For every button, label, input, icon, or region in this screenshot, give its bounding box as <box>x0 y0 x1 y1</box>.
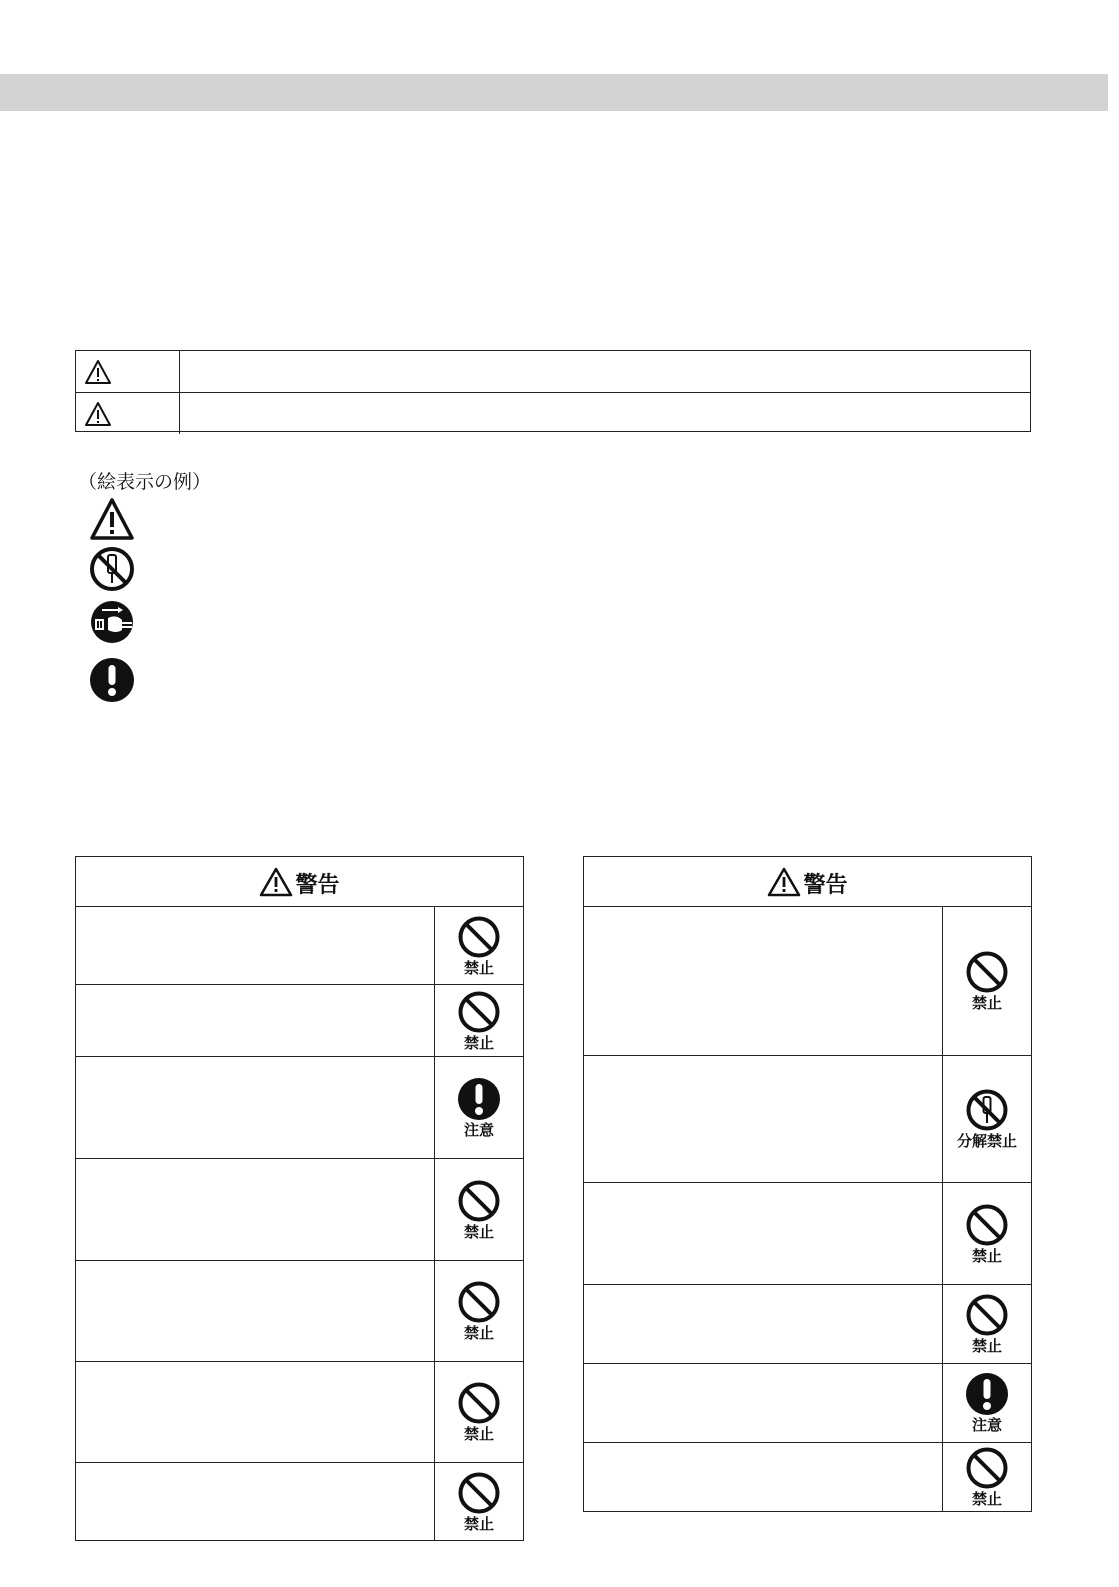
symbol-label: 禁止 <box>971 1246 1002 1265</box>
warning-row-symbol <box>434 1057 523 1158</box>
examples-title: （絵表示の例） <box>78 471 212 493</box>
mandatory-exclamation-icon <box>88 656 136 704</box>
warning-heading: 警告 <box>295 873 340 898</box>
warning-box-header <box>76 857 523 907</box>
warning-row <box>76 985 523 1057</box>
prohibited-icon <box>457 1179 501 1223</box>
symbol-label: 禁止 <box>463 1324 494 1342</box>
warning-row <box>76 1261 523 1362</box>
symbol-label: 禁止 <box>971 1337 1002 1355</box>
warning-row <box>76 1057 523 1159</box>
prohibited-icon <box>965 1203 1009 1247</box>
warning-triangle-icon <box>84 401 112 427</box>
legend-row-caution <box>76 392 1030 434</box>
caution-exclamation-icon <box>965 1372 1009 1416</box>
warning-row <box>584 1056 1031 1183</box>
warning-row <box>584 1183 1031 1285</box>
warning-row-symbol <box>942 907 1031 1055</box>
warning-row-symbol <box>434 1463 523 1540</box>
symbol-label: 禁止 <box>971 994 1002 1012</box>
symbol-label: 禁止 <box>463 958 494 977</box>
warning-row <box>76 1463 523 1540</box>
legend-row-warning <box>76 351 1030 392</box>
warning-row-symbol <box>434 1362 523 1462</box>
warning-row <box>76 1159 523 1261</box>
prohibited-icon <box>457 990 501 1034</box>
prohibited-icon <box>457 1381 501 1425</box>
no-disassembly-icon <box>88 545 136 593</box>
warning-triangle-icon <box>767 867 801 897</box>
warning-box-left <box>75 856 524 1541</box>
warning-triangle-icon <box>84 359 112 385</box>
prohibited-icon <box>457 1280 501 1324</box>
symbol-label: 禁止 <box>463 1425 494 1443</box>
unplug-icon <box>88 598 136 646</box>
symbol-label: 禁止 <box>463 1514 494 1533</box>
prohibited-icon <box>457 1471 501 1515</box>
warning-row-symbol <box>434 1159 523 1260</box>
prohibited-icon <box>965 1293 1009 1337</box>
warning-row <box>584 907 1031 1056</box>
legend-divider <box>179 351 180 392</box>
warning-row <box>584 1364 1031 1443</box>
symbol-label: 注意 <box>971 1416 1002 1434</box>
warning-row <box>76 1362 523 1463</box>
prohibited-icon <box>965 1446 1009 1490</box>
prohibited-icon <box>457 915 501 959</box>
warning-heading: 警告 <box>803 873 848 898</box>
warning-row-symbol <box>942 1364 1031 1442</box>
warning-row <box>76 907 523 985</box>
warning-row <box>584 1285 1031 1364</box>
warning-row-symbol <box>942 1285 1031 1363</box>
warning-box-header <box>584 857 1031 907</box>
signal-word-legend <box>75 350 1031 432</box>
warning-box-right <box>583 856 1032 1512</box>
caution-triangle-icon <box>88 496 136 544</box>
warning-row-symbol <box>942 1056 1031 1182</box>
symbol-label: 分解禁止 <box>956 1132 1017 1150</box>
warning-row <box>584 1443 1031 1511</box>
symbol-label: 注意 <box>463 1120 494 1139</box>
warning-row-symbol <box>942 1183 1031 1284</box>
caution-exclamation-icon <box>457 1077 501 1121</box>
warning-triangle-icon <box>259 867 293 897</box>
warning-row-symbol <box>434 1261 523 1361</box>
no-disassembly-icon <box>965 1088 1009 1132</box>
warning-row-symbol <box>434 907 523 984</box>
symbol-label: 禁止 <box>463 1033 494 1052</box>
warning-row-symbol <box>434 985 523 1056</box>
legend-divider <box>179 393 180 434</box>
symbol-label: 禁止 <box>463 1222 494 1241</box>
symbol-label: 禁止 <box>971 1490 1002 1508</box>
prohibited-icon <box>965 950 1009 994</box>
warning-row-symbol <box>942 1443 1031 1511</box>
header-band <box>0 74 1108 111</box>
